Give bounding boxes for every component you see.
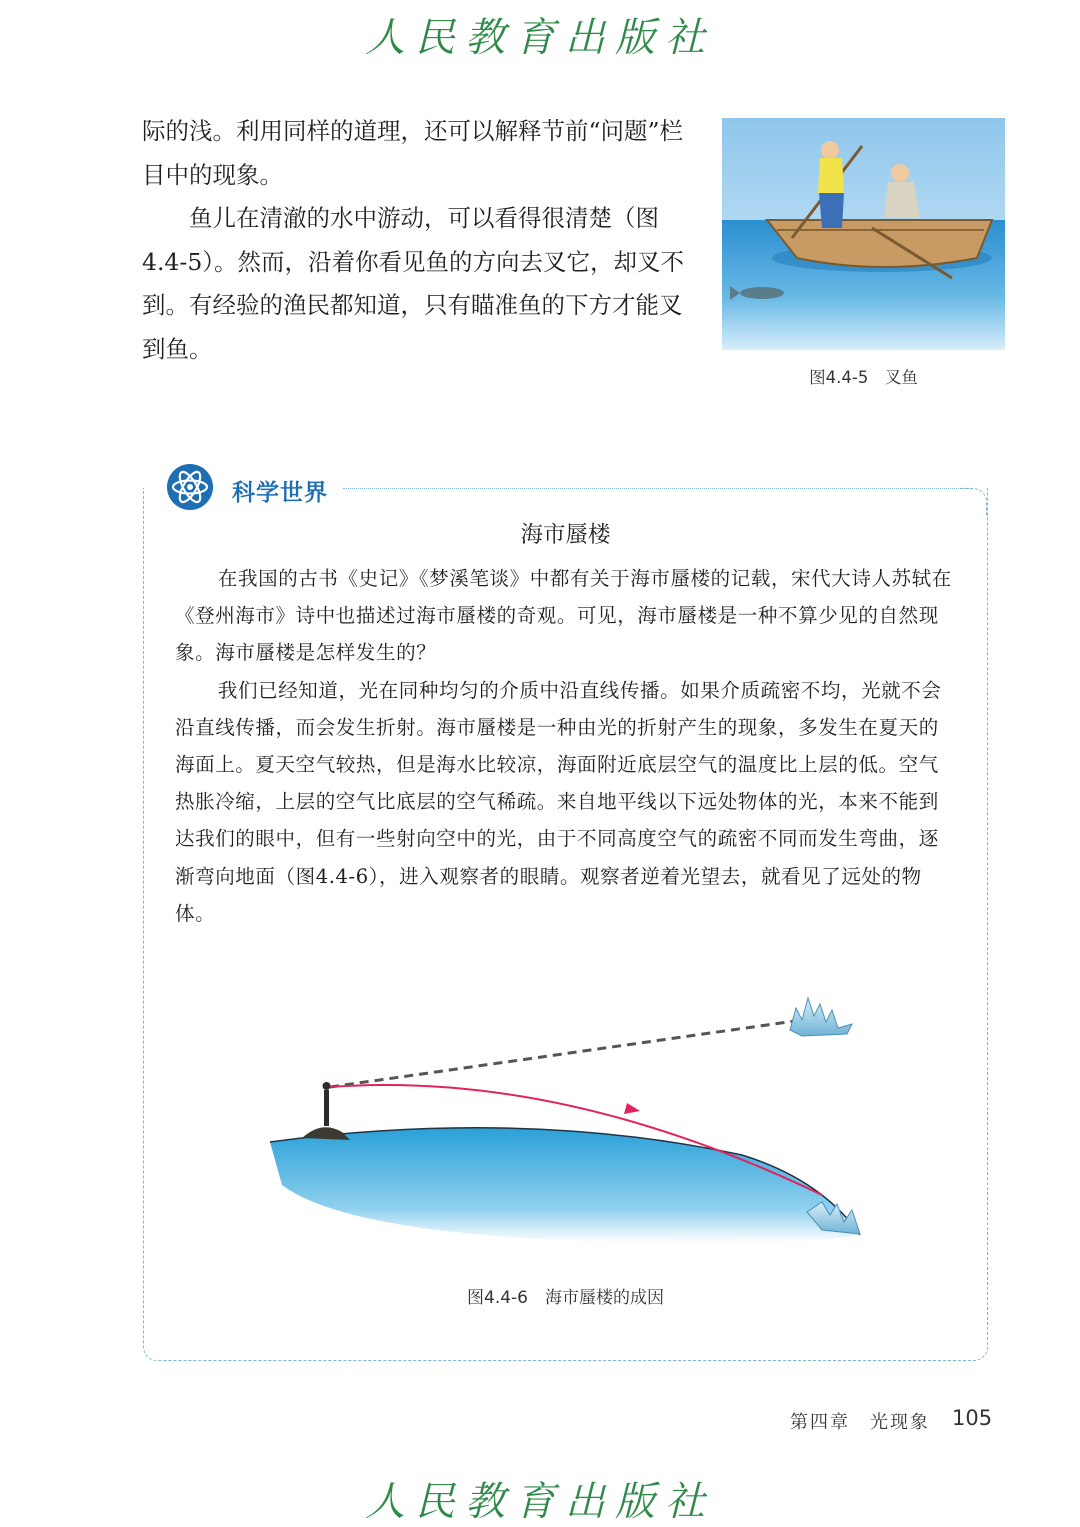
box-title: 海市蜃楼 — [520, 522, 611, 548]
intro-paragraph-2: 鱼儿在清澈的水中游动，可以看得很清楚（图4.4-5）。然而，沿着你看见鱼的方向去叉它，却叉不到。有经验的渔民都知道，只有瞄准鱼的下方才能叉到鱼。 — [142, 204, 685, 363]
page-number: 105 — [952, 1406, 993, 1430]
ray-arrow — [624, 1103, 640, 1114]
chapter-footer: 第四章 光现象 — [790, 1412, 930, 1433]
box-corner — [960, 488, 987, 515]
observer-figure — [324, 1090, 329, 1126]
figure-4-4-6-caption: 图4.4-6 海市蜃楼的成因 — [467, 1288, 664, 1308]
mirage-diagram — [262, 990, 872, 1260]
atom-icon — [166, 463, 214, 511]
publisher-watermark-top: 人民教育出版社 — [365, 15, 715, 61]
section-label: 科学世界 — [232, 480, 328, 506]
box-body — [175, 560, 957, 932]
box-paragraph-1: 在我国的古书《史记》《梦溪笔谈》中都有关于海市蜃楼的记载，宋代大诗人苏轼在《登州海市》诗中也描述过海市蜃楼的奇观。可见，海市蜃楼是一种不算少见的自然现象。海市蜃楼是怎样发生的？ — [175, 567, 952, 665]
fish-spearing-illustration — [722, 118, 1005, 350]
box-header-divider — [343, 488, 973, 489]
box-paragraph-2: 我们已经知道，光在同种均匀的介质中沿直线传播。如果介质疏密不均，光就不会沿直线传播，而会发生折射。海市蜃楼是一种由光的折射产生的现象，多发生在夏天的海面上。夏天空气较热，但是海水比较凉，海面附近底层空气的温度比上层的低。空气热胀冷缩，上层的空气比底层的空气稀疏。来自地平线以下远处物体的光，本来不能到达我们的眼中，但有一些射向空中的光，由于不同高度空气的疏密不同而发生弯曲，逐渐弯向地面（图4.4-6），进入观察者的眼睛。观察者逆着光望去，就看见了远处的物体。 — [175, 678, 942, 925]
publisher-watermark-bottom: 人民教育出版社 — [365, 1479, 715, 1525]
mirage-image — [790, 998, 852, 1036]
intro-paragraph-1: 际的浅。利用同样的道理，还可以解释节前“问题”栏目中的现象。 — [142, 117, 684, 189]
figure-4-4-5-caption: 图4.4-5 叉鱼 — [809, 368, 918, 387]
apparent-sightline — [330, 1020, 802, 1087]
intro-text — [142, 110, 692, 371]
